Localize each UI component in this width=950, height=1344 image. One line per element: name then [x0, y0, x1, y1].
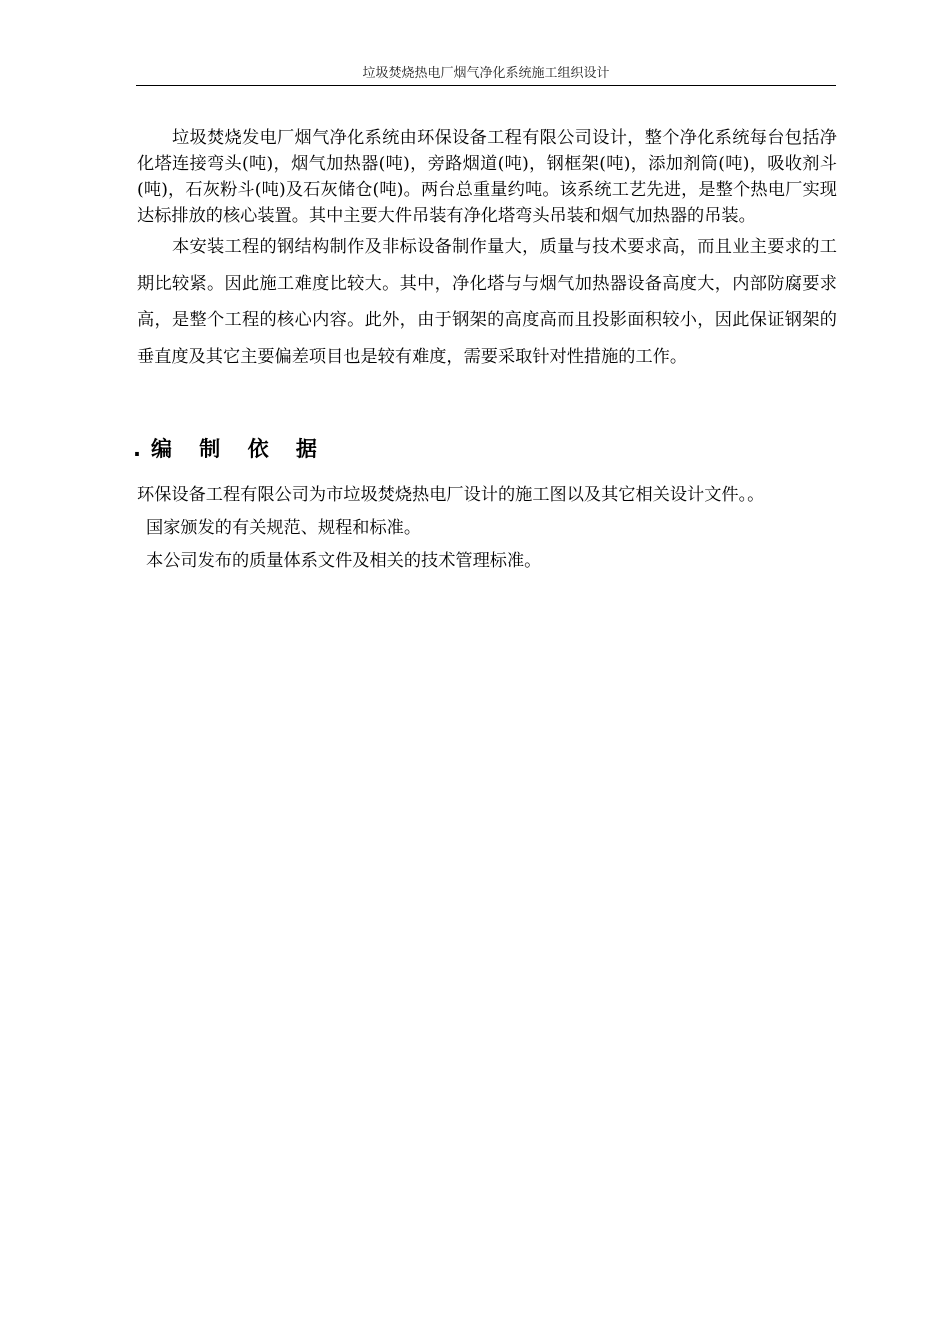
header-divider [136, 85, 836, 86]
section-heading: .编 制 依 据 [133, 437, 327, 461]
difficulty-paragraph: 本安装工程的钢结构制作及非标设备制作量大，质量与技术要求高，而且业主要求的工期比较紧。因此施工难度比较大。其中，净化塔与与烟气加热器设备高度大，内部防腐要求高，是整个工程的核心内容。此外，由于钢架的高度高而且投影面积较小，因此保证钢架的垂直度及其它主要偏差项目也是较有难度，需要采取针对性措施的工作。 [137, 237, 837, 367]
basis-list [137, 479, 837, 578]
page-header: 垃圾焚烧热电厂烟气净化系统施工组织设计 [362, 66, 610, 81]
document-body [133, 125, 837, 578]
intro-paragraph: 垃圾焚烧发电厂烟气净化系统由环保设备工程有限公司设计，整个净化系统每台包括净化塔连接弯头(吨)，烟气加热器(吨)，旁路烟道(吨)，钢框架(吨)，添加剂筒(吨)，吸收剂斗(吨)，石灰粉斗(吨)及石灰储仓(吨)。两台总重量约吨。该系统工艺先进，是整个热电厂实现达标排放的核心装置。其中主要大件吊装有净化塔弯头吊装和烟气加热器的吊装。 [137, 128, 837, 226]
list-item: 本公司发布的质量体系文件及相关的技术管理标准。 [146, 551, 542, 571]
list-item: 环保设备工程有限公司为市垃圾焚烧热电厂设计的施工图以及其它相关设计文件。。 [137, 485, 765, 505]
list-item: 国家颁发的有关规范、规程和标准。 [146, 518, 422, 538]
